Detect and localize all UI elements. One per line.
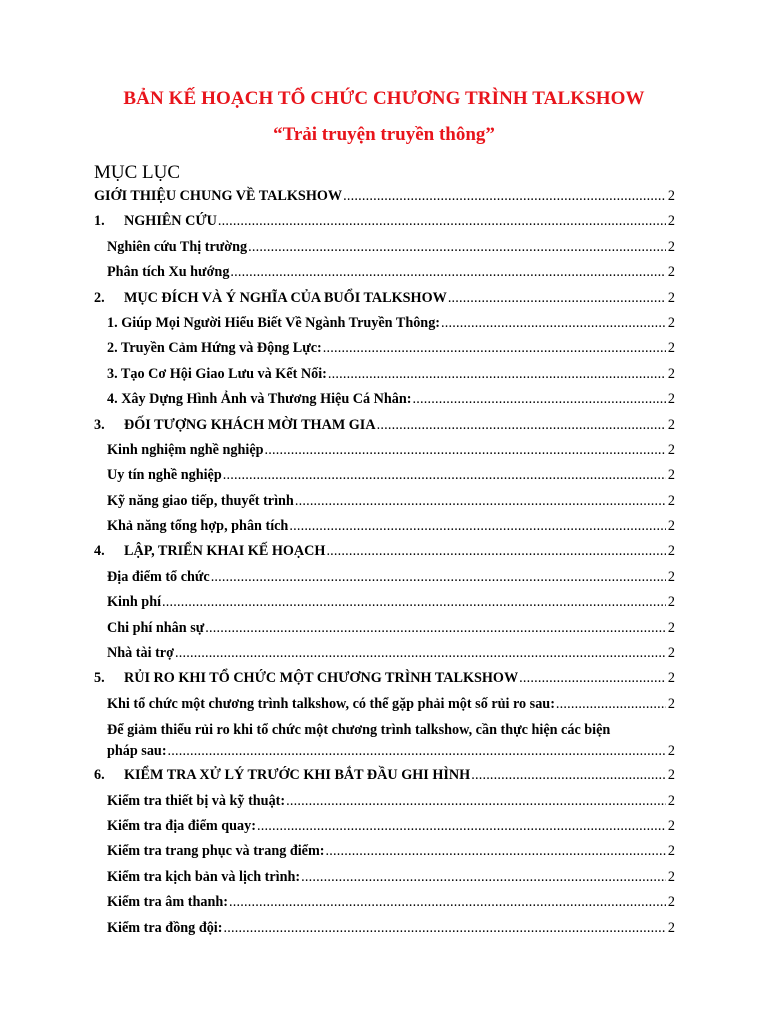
toc-entry-label: Kiểm tra âm thanh:	[107, 894, 228, 911]
toc-leader-dots	[413, 387, 666, 412]
toc-entry[interactable]	[94, 717, 675, 763]
toc-entry[interactable]	[94, 260, 675, 285]
toc-entry[interactable]	[94, 438, 675, 463]
toc-entry-label: Khi tổ chức một chương trình talkshow, có thể gặp phải một số rủi ro sau:	[107, 695, 555, 712]
toc-entry[interactable]	[94, 565, 675, 590]
toc-entry-label: 2. Truyền Cảm Hứng và Động Lực:	[107, 340, 322, 357]
toc-entry[interactable]	[94, 763, 675, 788]
toc-entry[interactable]	[94, 362, 675, 387]
document-subtitle: “Trải truyện truyền thông”	[273, 124, 495, 145]
toc-page-number: 2	[667, 518, 675, 535]
toc-entry-label: ĐỐI TƯỢNG KHÁCH MỜI THAM GIA	[124, 416, 376, 433]
toc-entry[interactable]	[94, 865, 675, 890]
toc-page-number: 2	[667, 289, 675, 306]
toc-leader-dots	[248, 235, 666, 260]
toc-entry[interactable]	[94, 387, 675, 412]
toc-page-number: 2	[667, 817, 675, 834]
toc-entry[interactable]	[94, 514, 675, 539]
toc-entry[interactable]	[94, 616, 675, 641]
toc-page-number: 2	[667, 767, 675, 784]
toc-heading: MỤC LỤC	[94, 162, 181, 183]
toc-leader-dots	[328, 362, 666, 387]
document-title: BẢN KẾ HOẠCH TỔ CHỨC CHƯƠNG TRÌNH TALKSHOW	[123, 88, 645, 109]
toc-entry-label: Kinh phí	[107, 594, 162, 611]
toc-leader-dots	[471, 763, 666, 788]
toc-page-number: 2	[667, 543, 675, 560]
toc-page-number: 2	[667, 314, 675, 331]
toc-page-number: 2	[667, 645, 675, 662]
table-of-contents	[94, 184, 675, 941]
toc-leader-dots	[168, 741, 666, 762]
toc-leader-dots	[519, 666, 666, 691]
toc-entry-label: MỤC ĐÍCH VÀ Ý NGHĨA CỦA BUỔI TALKSHOW	[124, 289, 447, 306]
toc-entry-label: Nghiên cứu Thị trường	[107, 238, 248, 255]
toc-entry-label: KIỂM TRA XỬ LÝ TRƯỚC KHI BẮT ĐẦU GHI HÌNH	[124, 767, 471, 784]
toc-entry-label: LẬP, TRIỂN KHAI KẾ HOẠCH	[124, 543, 326, 560]
toc-entry-label: Địa điểm tổ chức	[107, 568, 210, 585]
toc-entry-label: Kiểm tra đồng đội:	[107, 919, 223, 936]
toc-entry[interactable]	[94, 590, 675, 615]
toc-page-number: 2	[667, 188, 675, 204]
toc-page-number: 2	[667, 264, 675, 281]
toc-entry-label-line1: Để giảm thiểu rủi ro khi tổ chức một chương trình talkshow, cần thực hiện các biện	[107, 722, 611, 739]
toc-entry[interactable]	[94, 539, 675, 564]
toc-leader-dots	[343, 184, 666, 209]
toc-page-number: 2	[667, 919, 675, 936]
toc-entry-label: NGHIÊN CỨU	[124, 213, 217, 230]
toc-entry[interactable]	[94, 235, 675, 260]
toc-page-number: 2	[667, 391, 675, 408]
toc-page-number: 2	[667, 340, 675, 357]
toc-leader-dots	[223, 463, 666, 488]
toc-page-number: 2	[667, 843, 675, 860]
toc-entry-label: 4. Xây Dựng Hình Ảnh và Thương Hiệu Cá Nhân:	[107, 391, 412, 408]
toc-entry-label: Nhà tài trợ	[107, 645, 174, 662]
toc-page-number: 2	[667, 467, 675, 484]
toc-entry[interactable]	[94, 814, 675, 839]
toc-entry-label: Kiểm tra trang phục và trang điểm:	[107, 843, 325, 860]
toc-leader-dots	[211, 565, 666, 590]
toc-page-number: 2	[667, 792, 675, 809]
toc-entry[interactable]	[94, 336, 675, 361]
toc-leader-dots	[556, 692, 666, 717]
toc-leader-dots	[265, 438, 666, 463]
toc-entry[interactable]	[94, 184, 675, 209]
toc-leader-dots	[323, 336, 666, 361]
toc-entry[interactable]	[94, 286, 675, 311]
toc-page-number: 2	[667, 365, 675, 382]
toc-page-number: 2	[667, 238, 675, 255]
toc-leader-dots	[175, 641, 666, 666]
toc-page-number: 2	[667, 594, 675, 611]
toc-entry-label: Uy tín nghề nghiệp	[107, 467, 222, 484]
toc-entry[interactable]	[94, 916, 675, 941]
toc-entry-label-line2: pháp sau:	[107, 743, 167, 760]
toc-entry-label: Chi phí nhân sự	[107, 619, 205, 636]
toc-entry[interactable]	[94, 489, 675, 514]
toc-entry-label: Kỹ năng giao tiếp, thuyết trình	[107, 492, 294, 509]
toc-page-number: 2	[667, 868, 675, 885]
toc-leader-dots	[441, 311, 666, 336]
toc-entry[interactable]	[94, 890, 675, 915]
toc-leader-dots	[301, 865, 666, 890]
toc-leader-dots	[295, 489, 666, 514]
toc-entry-label: Khả năng tổng hợp, phân tích	[107, 518, 289, 535]
toc-page-number: 2	[667, 670, 675, 687]
toc-leader-dots	[289, 514, 666, 539]
toc-entry[interactable]	[94, 463, 675, 488]
toc-entry-label: GIỚI THIỆU CHUNG VỀ TALKSHOW	[94, 188, 343, 204]
toc-leader-dots	[218, 209, 666, 234]
toc-leader-dots	[223, 916, 666, 941]
toc-entry[interactable]	[94, 413, 675, 438]
toc-entry[interactable]	[94, 641, 675, 666]
toc-page-number: 2	[667, 213, 675, 230]
toc-leader-dots	[230, 260, 666, 285]
toc-leader-dots	[205, 616, 666, 641]
toc-entry-number: 4.	[94, 543, 105, 560]
toc-entry[interactable]	[94, 789, 675, 814]
toc-entry[interactable]	[94, 839, 675, 864]
toc-leader-dots	[326, 539, 666, 564]
toc-entry-label: Kinh nghiệm nghề nghiệp	[107, 441, 264, 458]
toc-page-number: 2	[667, 416, 675, 433]
toc-entry[interactable]	[94, 666, 675, 691]
toc-leader-dots	[257, 814, 666, 839]
toc-page-number: 2	[667, 743, 675, 760]
toc-entry-label: 3. Tạo Cơ Hội Giao Lưu và Kết Nối:	[107, 365, 327, 382]
toc-leader-dots	[229, 890, 666, 915]
toc-page-number: 2	[667, 619, 675, 636]
toc-entry-label: Kiểm tra địa điểm quay:	[107, 817, 256, 834]
toc-page-number: 2	[667, 568, 675, 585]
toc-leader-dots	[448, 286, 666, 311]
toc-page-number: 2	[667, 695, 675, 712]
toc-entry-number: 3.	[94, 416, 105, 433]
toc-entry[interactable]	[94, 209, 675, 234]
toc-leader-dots	[377, 413, 666, 438]
toc-page-number: 2	[667, 441, 675, 458]
toc-entry-number: 5.	[94, 670, 105, 687]
toc-entry[interactable]	[94, 311, 675, 336]
toc-leader-dots	[162, 590, 666, 615]
toc-entry-label: Phân tích Xu hướng	[107, 264, 230, 281]
toc-leader-dots	[326, 839, 666, 864]
toc-entry-number: 2.	[94, 289, 105, 306]
toc-page-number: 2	[667, 492, 675, 509]
toc-entry-label: Kiểm tra thiết bị và kỹ thuật:	[107, 792, 286, 809]
toc-entry-label: Kiểm tra kịch bản và lịch trình:	[107, 868, 301, 885]
toc-leader-dots	[286, 789, 666, 814]
toc-entry-label: RỦI RO KHI TỔ CHỨC MỘT CHƯƠNG TRÌNH TALKSHOW	[124, 670, 519, 687]
toc-entry[interactable]	[94, 692, 675, 717]
toc-entry-label: 1. Giúp Mọi Người Hiểu Biết Về Ngành Truyền Thông:	[107, 314, 441, 331]
toc-entry-number: 6.	[94, 767, 105, 784]
toc-page-number: 2	[667, 894, 675, 911]
toc-entry-number: 1.	[94, 213, 105, 230]
